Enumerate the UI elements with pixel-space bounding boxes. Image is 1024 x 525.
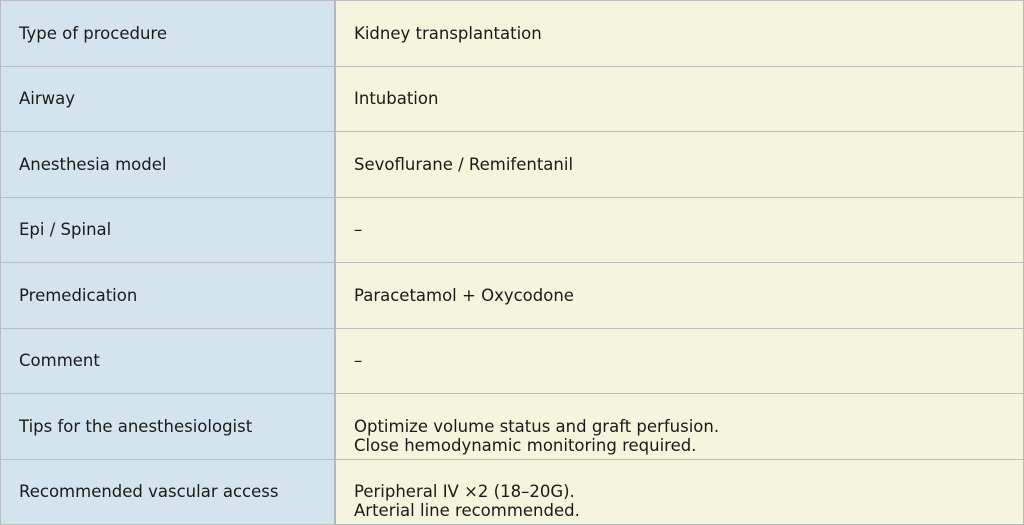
row-label: Tips for the anesthesiologist <box>1 394 336 460</box>
table-row-airway <box>1 66 1024 132</box>
value-line: – <box>354 220 363 240</box>
row-value <box>335 328 1024 394</box>
table-row-tips-for-anesthesiologist <box>1 394 1024 460</box>
value-line: Sevoflurane / Remifentanil <box>354 154 574 174</box>
row-value <box>335 66 1024 132</box>
value-lines <box>354 398 1005 455</box>
row-label: Comment <box>1 328 336 394</box>
row-value <box>335 132 1024 198</box>
value-line: – <box>354 351 363 371</box>
value-line: Close hemodynamic monitoring required. <box>354 435 697 455</box>
table-row-recommended-vascular-access <box>1 459 1024 525</box>
value-line: Paracetamol + Oxycodone <box>354 285 574 305</box>
value-lines <box>354 463 1005 520</box>
row-label: Recommended vascular access <box>1 459 336 525</box>
table-row-anesthesia-model <box>1 132 1024 198</box>
row-label: Airway <box>1 66 336 132</box>
row-value <box>335 263 1024 329</box>
value-line: Arterial line recommended. <box>354 501 580 521</box>
row-value <box>335 1 1024 67</box>
value-line: Optimize volume status and graft perfusion. <box>354 416 720 436</box>
table-row-comment <box>1 328 1024 394</box>
row-label: Epi / Spinal <box>1 197 336 263</box>
value-line: Peripheral IV ×2 (18–20G). <box>354 482 575 502</box>
row-label: Type of procedure <box>1 1 336 67</box>
row-value <box>335 459 1024 525</box>
table-row-type-of-procedure <box>1 1 1024 67</box>
table-row-epi-spinal <box>1 197 1024 263</box>
table-row-premedication <box>1 263 1024 329</box>
row-value <box>335 197 1024 263</box>
row-label: Anesthesia model <box>1 132 336 198</box>
value-line: Intubation <box>354 89 439 109</box>
row-label: Premedication <box>1 263 336 329</box>
value-line: Kidney transplantation <box>354 23 542 43</box>
row-value <box>335 394 1024 460</box>
